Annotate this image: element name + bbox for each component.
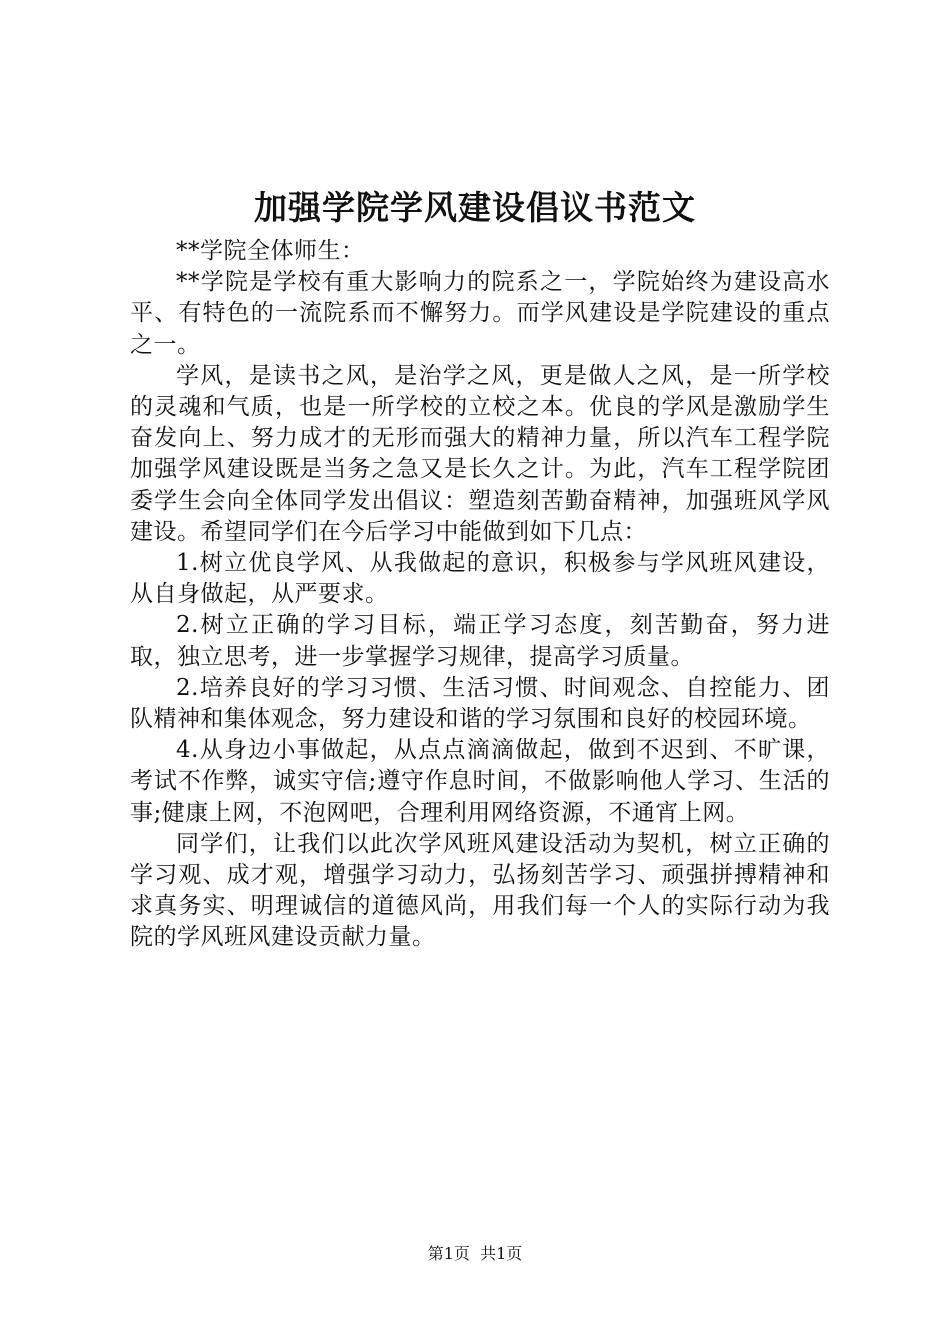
paragraph-study-style: 学风，是读书之风，是治学之风，更是做人之风，是一所学校的灵魂和气质，也是一所学校的立校之本。优良的学风是激励学生奋发向上、努力成才的无形而强大的精神力量，所以汽车工程学院加强学风建设既是当务之急又是长久之计。为此，汽车工程学院团委学生会向全体同学发出倡议：塑造刻苦勤奋精神，加强班风学风建设。希望同学们在今后学习中能做到如下几点：	[130, 362, 830, 545]
paragraph-intro: **学院是学校有重大影响力的院系之一，学院始终为建设高水平、有特色的一流院系而不懈努力。而学风建设是学院建设的重点之一。	[130, 269, 830, 358]
document-body	[130, 236, 830, 954]
paragraph-item-1: 1.树立优良学风、从我做起的意识，积极参与学风班风建设，从自身做起，从严要求。	[130, 550, 830, 608]
paragraph-item-3: 2.培养良好的学习习惯、生活习惯、时间观念、自控能力、团队精神和集体观念，努力建设和谐的学习氛围和良好的校园环境。	[130, 674, 830, 733]
page-footer	[0, 1243, 950, 1265]
paragraph-closing: 同学们，让我们以此次学风班风建设活动为契机，树立正确的学习观、成才观，增强学习动力，弘扬刻苦学习、顽强拼搏精神和求真务实、明理诚信的道德风尚，用我们每一个人的实际行动为我院的学风班风建设贡献力量。	[130, 830, 830, 951]
salutation: **学院全体师生：	[176, 238, 365, 264]
paragraph-item-4: 4.从身边小事做起，从点点滴滴做起，做到不迟到、不旷课，考试不作弊，诚实守信;遵守作息时间，不做影响他人学习、生活的事;健康上网，不泡网吧，合理利用网络资源，不通宵上网。	[130, 737, 830, 826]
page-number: 第1页	[427, 1244, 470, 1263]
document-title: 加强学院学风建设倡议书范文	[254, 188, 696, 227]
paragraph-item-2: 2.树立正确的学习目标，端正学习态度，刻苦勤奋，努力进取，独立思考，进一步掌握学习规律，提高学习质量。	[130, 612, 830, 670]
page-total: 共1页	[480, 1244, 523, 1263]
